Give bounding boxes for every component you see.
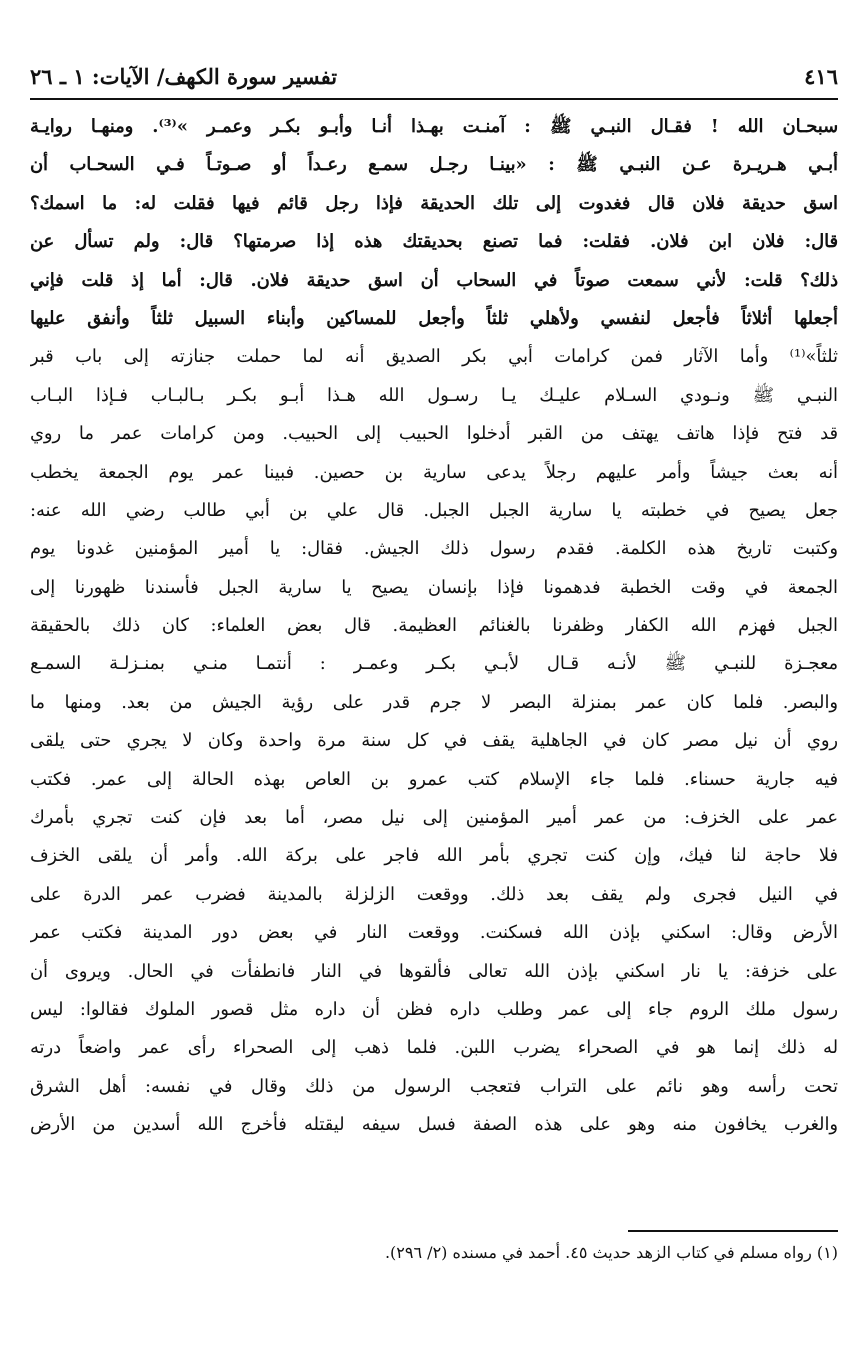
text-line: قد فتح فإذا هاتف يهتف من القبر أدخلوا الحبيب إلى الحبيب. ومن كرامات عمر ما روي xyxy=(30,423,838,445)
body-text xyxy=(30,108,838,1145)
text-line: له ذلك إنما هو في الصحراء يضرب اللبن. فلما ذهب إلى الصحراء رأى عمر واضعاً درته xyxy=(30,1037,838,1059)
text-line: أجعلها أثلاثاً فأجعل لنفسي ولأهلي ثلثاً وأجعل للمساكين وأبناء السبيل ثلثاً وأنفق عليها xyxy=(30,307,838,329)
text-line: رسول ملك الروم جاء إلى عمر وطلب داره فظن أن داره مثل قصور الملوك فقالوا: ليس xyxy=(30,998,838,1020)
text-line: فيه جارية حسناء. فلما جاء الإسلام كتب عمرو بن العاص بهذه الحالة إلى عمر. فكتب xyxy=(30,768,838,790)
page-header xyxy=(30,60,838,100)
footnote: (١) رواه مسلم في كتاب الزهد حديث ٤٥. أحمد في مسنده (٢/ ٢٩٦). xyxy=(384,1243,838,1262)
text-line: سبحـان الله ! فقـال النبـي ﷺ : آمنـت بهـذا أنـا وأبـو بكـر وعمـر »⁽³⁾. ومنهـا روايـة xyxy=(30,116,838,137)
text-line: أبـي هـريـرة عـن النبـي ﷺ : «بينـا رجـل سمـع رعـداً أو صـوتـاً فـي السحـاب أن xyxy=(30,154,838,176)
text-line: والبصر. فلما كان عمر بمنزلة البصر لا جرم قدر على رؤية الجيش من بعد. ومنها ما xyxy=(30,691,838,713)
text-line: قال: فلان ابن فلان. فقلت: فما تصنع بحديقتك هذه إذا صرمتها؟ قال: ولم تسأل عن xyxy=(30,231,838,253)
text-line: جعل يصيح في خطبته يا سارية الجبل الجبل. قال علي بن أبي طالب رضي الله عنه: xyxy=(30,499,838,521)
text-line: على خزفة: يا نار اسكني بإذن الله تعالى فألقوها في النار فانطفأت في الحال. ويروى أن xyxy=(30,960,838,982)
running-title: تفسير سورة الكهف/ الآيات: ١ ـ ٢٦ xyxy=(30,64,338,89)
footnote-divider xyxy=(628,1230,838,1232)
text-line: وكتبت تاريخ هذه الكلمة. فقدم رسول ذلك الجيش. فقال: يا أمير المؤمنين غدونا يوم xyxy=(30,538,838,560)
text-line: اسق حديقة فلان قال فغدوت إلى تلك الحديقة فإذا رجل قائم فيها فقلت له: ما اسمك؟ xyxy=(30,192,838,214)
text-line: ثلثاً»⁽¹⁾ وأما الآثار فمن كرامات أبي بكر الصديق أنه لما حملت جنازته إلى باب قبر xyxy=(30,346,838,368)
text-line: النبـي ﷺ ونـودي السـلام عليـك يـا رسـول الله هـذا أبـو بكـر بـالبـاب فـإذا البـاب xyxy=(30,384,838,406)
text-line: الجمعة في وقت الخطبة فدهمونا فإذا بإنسان يصيح يا سارية الجبل فأسندنا ظهورنا إلى xyxy=(30,576,838,598)
text-line: روي أن نيل مصر كان في الجاهلية يقف في كل سنة مرة واحدة وكان لا يجري حتى يلقى xyxy=(30,730,838,752)
text-line: والغرب يخافون منه وهو على هذه الصفة فسل سيفه ليقتله فأخرج الله أسدين من الأرض xyxy=(30,1114,838,1136)
page-number: ٤١٦ xyxy=(804,64,838,89)
text-line: الجبل فهزم الله الكفار وظفرنا بالغنائم العظيمة. قال بعض العلماء: كان ذلك بالحقيقة xyxy=(30,615,838,637)
text-line: الأرض وقال: اسكني بإذن الله فسكنت. ووقعت النار في بعض دور المدينة فكتب عمر xyxy=(30,922,838,944)
text-line: تحت رأسه وهو نائم على التراب فتعجب الرسول من ذلك وقال في نفسه: أهل الشرق xyxy=(30,1075,838,1097)
text-line: فلا حاجة لنا فيك، وإن كنت تجري بأمر الله فاجر على بركة الله. وأمر أن يلقى الخزف xyxy=(30,845,838,867)
text-line: ذلك؟ قلت: لأني سمعت صوتاً في السحاب أن اسق حديقة فلان. قال: أما إذ قلت فإني xyxy=(30,269,838,291)
text-line: عمر على الخزف: من عمر أمير المؤمنين إلى نيل مصر، أما بعد فإن كنت تجري بأمرك xyxy=(30,807,838,829)
text-line: معجـزة للنبـي ﷺ لأنـه قـال لأبـي بكـر وعمـر : أنتمـا منـي بمنـزلـة السمـع xyxy=(30,653,838,675)
text-line: في النيل فجرى ولم يقف بعد ذلك. ووقعت الزلزلة بالمدينة فضرب عمر الدرة على xyxy=(30,883,838,905)
text-line: أنه بعث جيشاً وأمر عليهم رجلاً يدعى سارية بن حصين. فبينا عمر يوم الجمعة يخطب xyxy=(30,461,838,483)
